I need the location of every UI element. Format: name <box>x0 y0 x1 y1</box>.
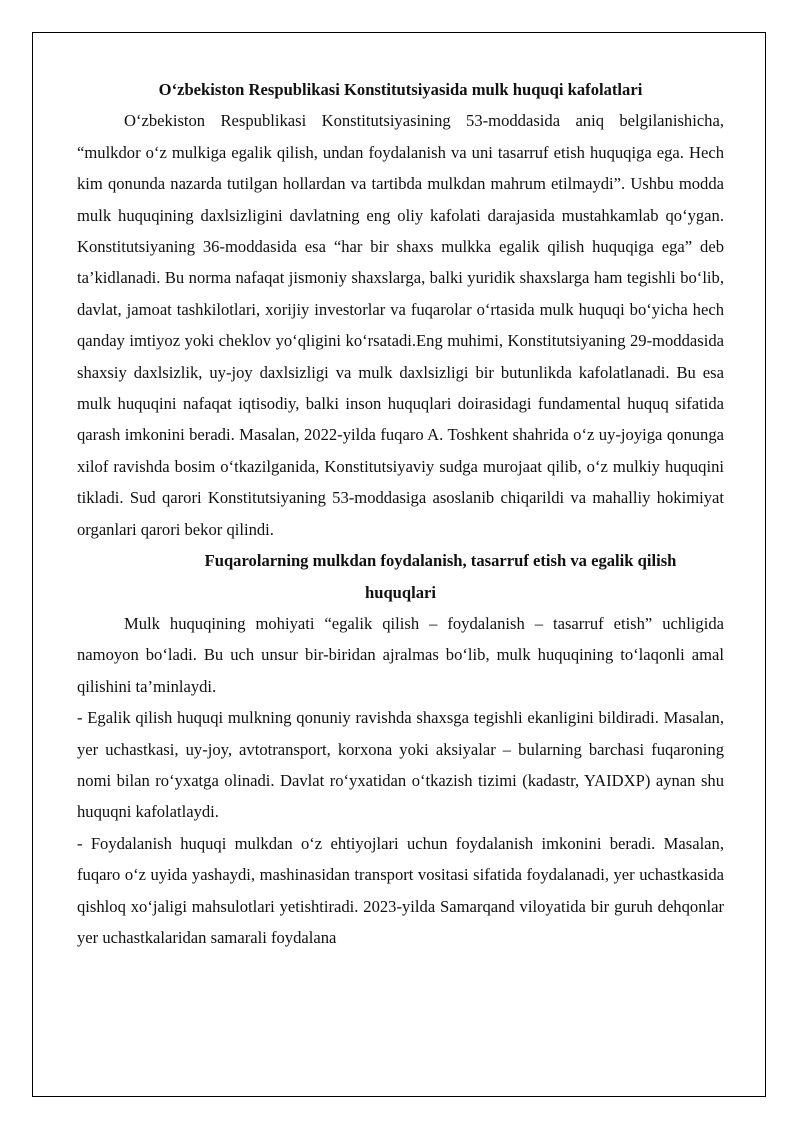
section-subtitle-line2: huquqlari <box>364 582 437 602</box>
document-body <box>77 74 724 953</box>
list-item-use: - Foydalanish huquqi mulkdan o‘z ehtiyojlari uchun foydalanish imkonini beradi. Masalan, fuqaro o‘z uyida yashaydi, mashinasidan transport vositasi sifatida foydalanadi, yer uchastkasida qishloq xo‘jaligi mahsulotlari yetishtiradi. 2023-yilda Samarqand viloyatida bir guruh dehqonlar yer uchastkalaridan samarali foydalana <box>77 833 724 947</box>
section-subtitle-line1: Fuqarolarning mulkdan foydalanish, tasarruf etish va egalik qilish <box>204 551 677 571</box>
section-subtitle <box>77 545 724 608</box>
paragraph-property-essence: Mulk huquqining mohiyati “egalik qilish – foydalanish – tasarruf etish” uchligida namoyon bo‘ladi. Bu uch unsur bir-biridan ajralmas bo‘lib, mulk huquqining to‘laqonli amal qilishini ta’minlaydi. <box>77 613 724 696</box>
paragraph-constitution-guarantees: O‘zbekiston Respublikasi Konstitutsiyasining 53-moddasida aniq belgilanishicha, “mulkdor o‘z mulkiga egalik qilish, undan foydalanish va uni tasarruf etish huquqiga ega. Hech kim qonunda nazarda tutilgan hollardan va tartibda mulkdan mahrum etilmaydi”. Ushbu modda mulk huquqining daxlsizligini davlatning eng oliy kafolati darajasida mustahkamlab qo‘ygan. Konstitutsiyaning 36-moddasida esa “har bir shaxs mulkka egalik qilish huquqiga ega” deb ta’kidlanadi. Bu norma nafaqat jismoniy shaxslarga, balki yuridik shaxslarga ham tegishli bo‘lib, davlat, jamoat tashkilotlari, xorijiy investorlar va fuqarolar o‘rtasida mulk huquqi bo‘yicha hech qanday imtiyoz yoki cheklov yo‘qligini ko‘rsatadi.Eng muhimi, Konstitutsiyaning 29-moddasida shaxsiy daxlsizlik, uy-joy daxlsizligi va mulk daxlsizligi bir butunlikda kafolatlanadi. Bu esa mulk huquqini nafaqat iqtisodiy, balki inson huquqlari doirasidagi fundamental huquq sifatida qarash imkonini beradi. Masalan, 2022-yilda fuqaro A. Toshkent shahrida o‘z uy-joyiga qonunga xilof ravishda bosim o‘tkazilganida, Konstitutsiyaviy sudga murojaat qilib, o‘z mulkiy huquqini tikladi. Sud qarori Konstitutsiyaning 53-moddasiga asoslanib chiqarildi va mahalliy hokimiyat organlari qarori bekor qilindi. <box>77 111 724 539</box>
document-title: O‘zbekiston Respublikasi Konstitutsiyasida mulk huquqi kafolatlari <box>158 80 643 99</box>
list-item-ownership: - Egalik qilish huquqi mulkning qonuniy ravishda shaxsga tegishli ekanligini bildiradi. Masalan, yer uchastkasi, uy-joy, avtotransport, korxona yoki aksiyalar – bularning barchasi fuqaroning nomi bilan ro‘yxatga olinadi. Davlat ro‘yxatidan o‘tkazish tizimi (kadastr, YAIDXP) aynan shu huquqni kafolatlaydi. <box>77 708 724 822</box>
